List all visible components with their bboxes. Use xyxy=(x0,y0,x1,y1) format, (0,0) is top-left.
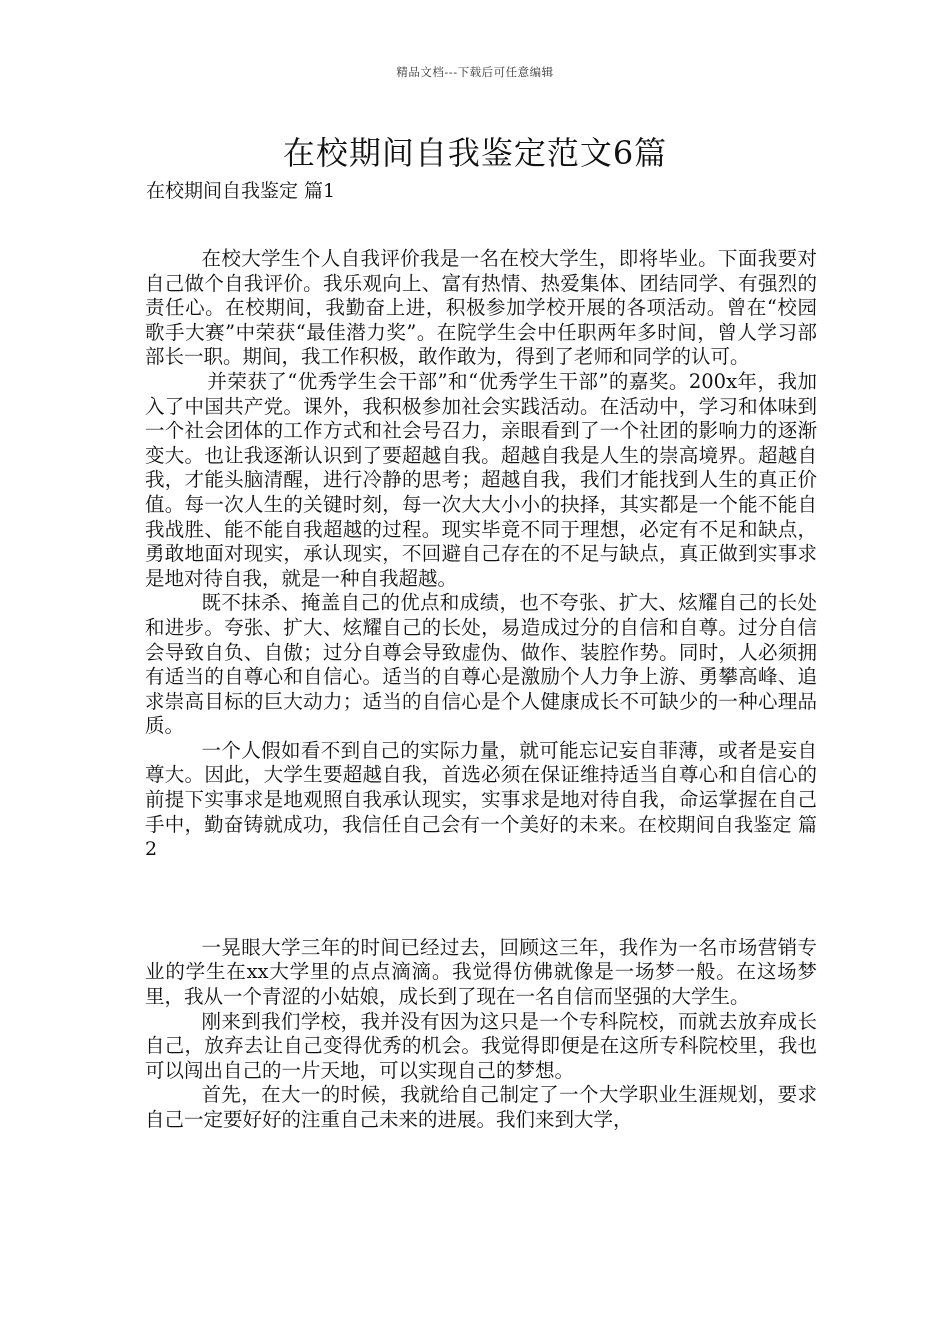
paragraph: 在校大学生个人自我评价我是一名在校大学生，即将毕业。下面我要对自己做个自我评价。我乐观向上、富有热情、热爱集体、团结同学、有强烈的责任心。在校期间，我勤奋上进，积极参加学校开展的各项活动。曾在“校园歌手大赛”中荣获“最佳潜力奖”。在院学生会中任职两年多时间，曾人学习部部长一职。期间，我工作积极，敢作敢为，得到了老师和同学的认可。 xyxy=(145,247,817,369)
paragraph xyxy=(145,739,817,862)
header-note: 精品文档---下载后可任意编辑 xyxy=(396,65,554,79)
paragraph: 刚来到我们学校，我并没有因为这只是一个专科院校，而就去放弃成长自己，放弃去让自己变得优秀的机会。我觉得即便是在这所专科院校里，我也可以闯出自己的一片天地，可以实现自己的梦想。 xyxy=(145,1009,817,1082)
paragraph-text: 一个人假如看不到自己的实际力量，就可能忘记妄自菲薄，或者是妄自尊大。因此，大学生要超越自我，首选必须在保证维持适当自尊心和自信心的前提下实事求是地观照自我承认现实，实事求是地对待自我，命运掌握在自己手中，勤奋铸就成功，我信任自己会有一个美好的未来。 xyxy=(145,738,817,836)
paragraph: 既不抹杀、掩盖自己的优点和成绩，也不夸张、扩大、炫耀自己的长处和进步。夸张、扩大、炫耀自己的长处，易造成过分的自信和自尊。过分自信会导致自负、自傲；过分自尊会导致虚伪、做作、装腔作势。同时，人必须拥有适当的自尊心和自信心。适当的自尊心是激励个人力争上游、勇攀高峰、追求崇高目标的巨大动力；适当的自信心是个人健康成长不可缺少的一种心理品质。 xyxy=(145,591,817,738)
section-heading-2: 在校期间自我鉴定 篇2 xyxy=(145,813,817,861)
section-heading-1: 在校期间自我鉴定 篇1 xyxy=(146,180,336,202)
section-spacer xyxy=(145,862,817,936)
paragraph: 一晃眼大学三年的时间已经过去，回顾这三年，我作为一名市场营销专业的学生在xx大学里的点点滴滴。我觉得仿佛就像是一场梦一般。在这场梦里，我从一个青涩的小姑娘，成长到了现在一名自信而坚强的大学生。 xyxy=(145,935,817,1009)
paragraph: 首先，在大一的时候，我就给自己制定了一个大学职业生涯规划，要求自己一定要好好的注重自己未来的进展。我们来到大学， xyxy=(145,1083,817,1131)
document-title: 在校期间自我鉴定范文6篇 xyxy=(282,134,668,172)
paragraph: 并荣获了“优秀学生会干部”和“优秀学生干部”的嘉奖。200x年，我加入了中国共产党。课外，我积极参加社会实践活动。在活动中，学习和体味到一个社会团体的工作方式和社会号召力，亲眼看到了一个社团的影响力的逐渐变大。也让我逐渐认识到了要超越自我。超越自我是人生的崇高境界。超越自我，才能头脑清醒，进行冷静的思考；超越自我，我们才能找到人生的真正价值。每一次人生的关键时刻，每一次大大小小的抉择，其实都是一个能不能自我战胜、能不能自我超越的过程。现实毕竟不同于理想，必定有不足和缺点，勇敢地面对现实，承认现实，不回避自己存在的不足与缺点，真正做到实事求是地对待自我，就是一种自我超越。 xyxy=(145,369,817,590)
document-body xyxy=(145,247,817,1133)
